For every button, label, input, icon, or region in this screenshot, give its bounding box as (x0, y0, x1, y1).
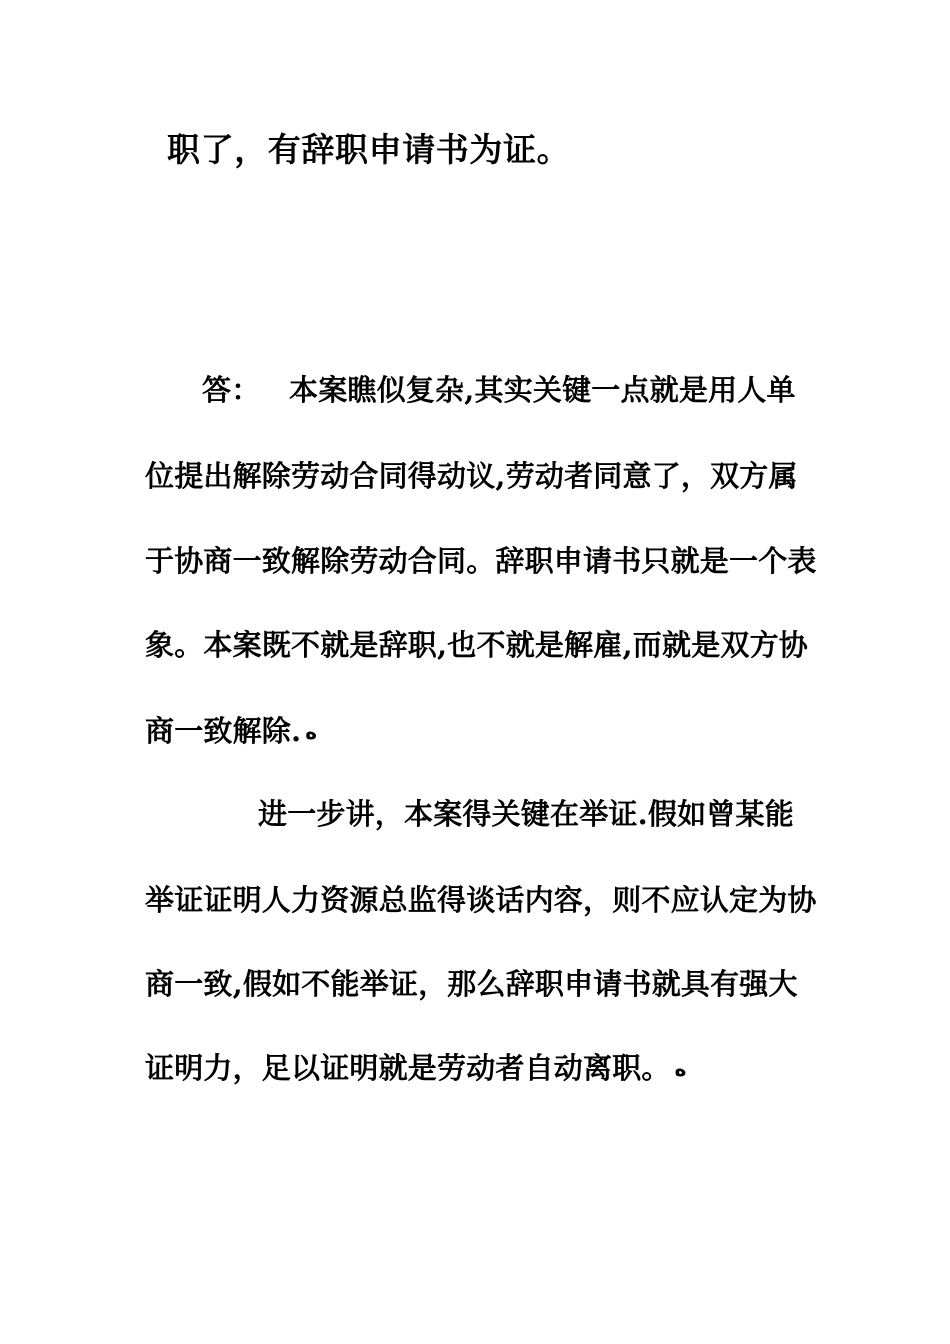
paragraph-mark-icon: ﻩ (674, 1057, 687, 1081)
para1-line-1: 本案瞧似复杂,其实关键一点就是用人单 (289, 373, 796, 407)
heading-line: 职了，有辞职申请书为证。 (167, 130, 571, 169)
para1-line-5 (145, 713, 317, 750)
para2-line-4 (145, 1050, 686, 1087)
para2-line-2: 举证证明人力资源总监得谈话内容，则不应认定为协 (145, 883, 817, 917)
para1-line-5-text: 商一致解除. (145, 714, 302, 748)
answer-label: 答： (202, 373, 261, 407)
para2-line-1: 进一步讲，本案得关键在举证.假如曾某能 (258, 797, 794, 831)
paragraph-mark-icon: ﻩ (305, 720, 318, 744)
para2-line-3: 商一致,假如不能举证，那么辞职申请书就具有强大 (145, 967, 798, 1001)
para1-line-4: 象。本案既不就是辞职,也不就是解雇,而就是双方协 (145, 628, 808, 662)
para2-line-4-text: 证明力，足以证明就是劳动者自动离职。 (145, 1051, 671, 1085)
para1-line-2: 位提出解除劳动合同得动议,劳动者同意了，双方属 (145, 459, 798, 493)
para1-line-3: 于协商一致解除劳动合同。辞职申请书只就是一个表 (145, 544, 817, 578)
